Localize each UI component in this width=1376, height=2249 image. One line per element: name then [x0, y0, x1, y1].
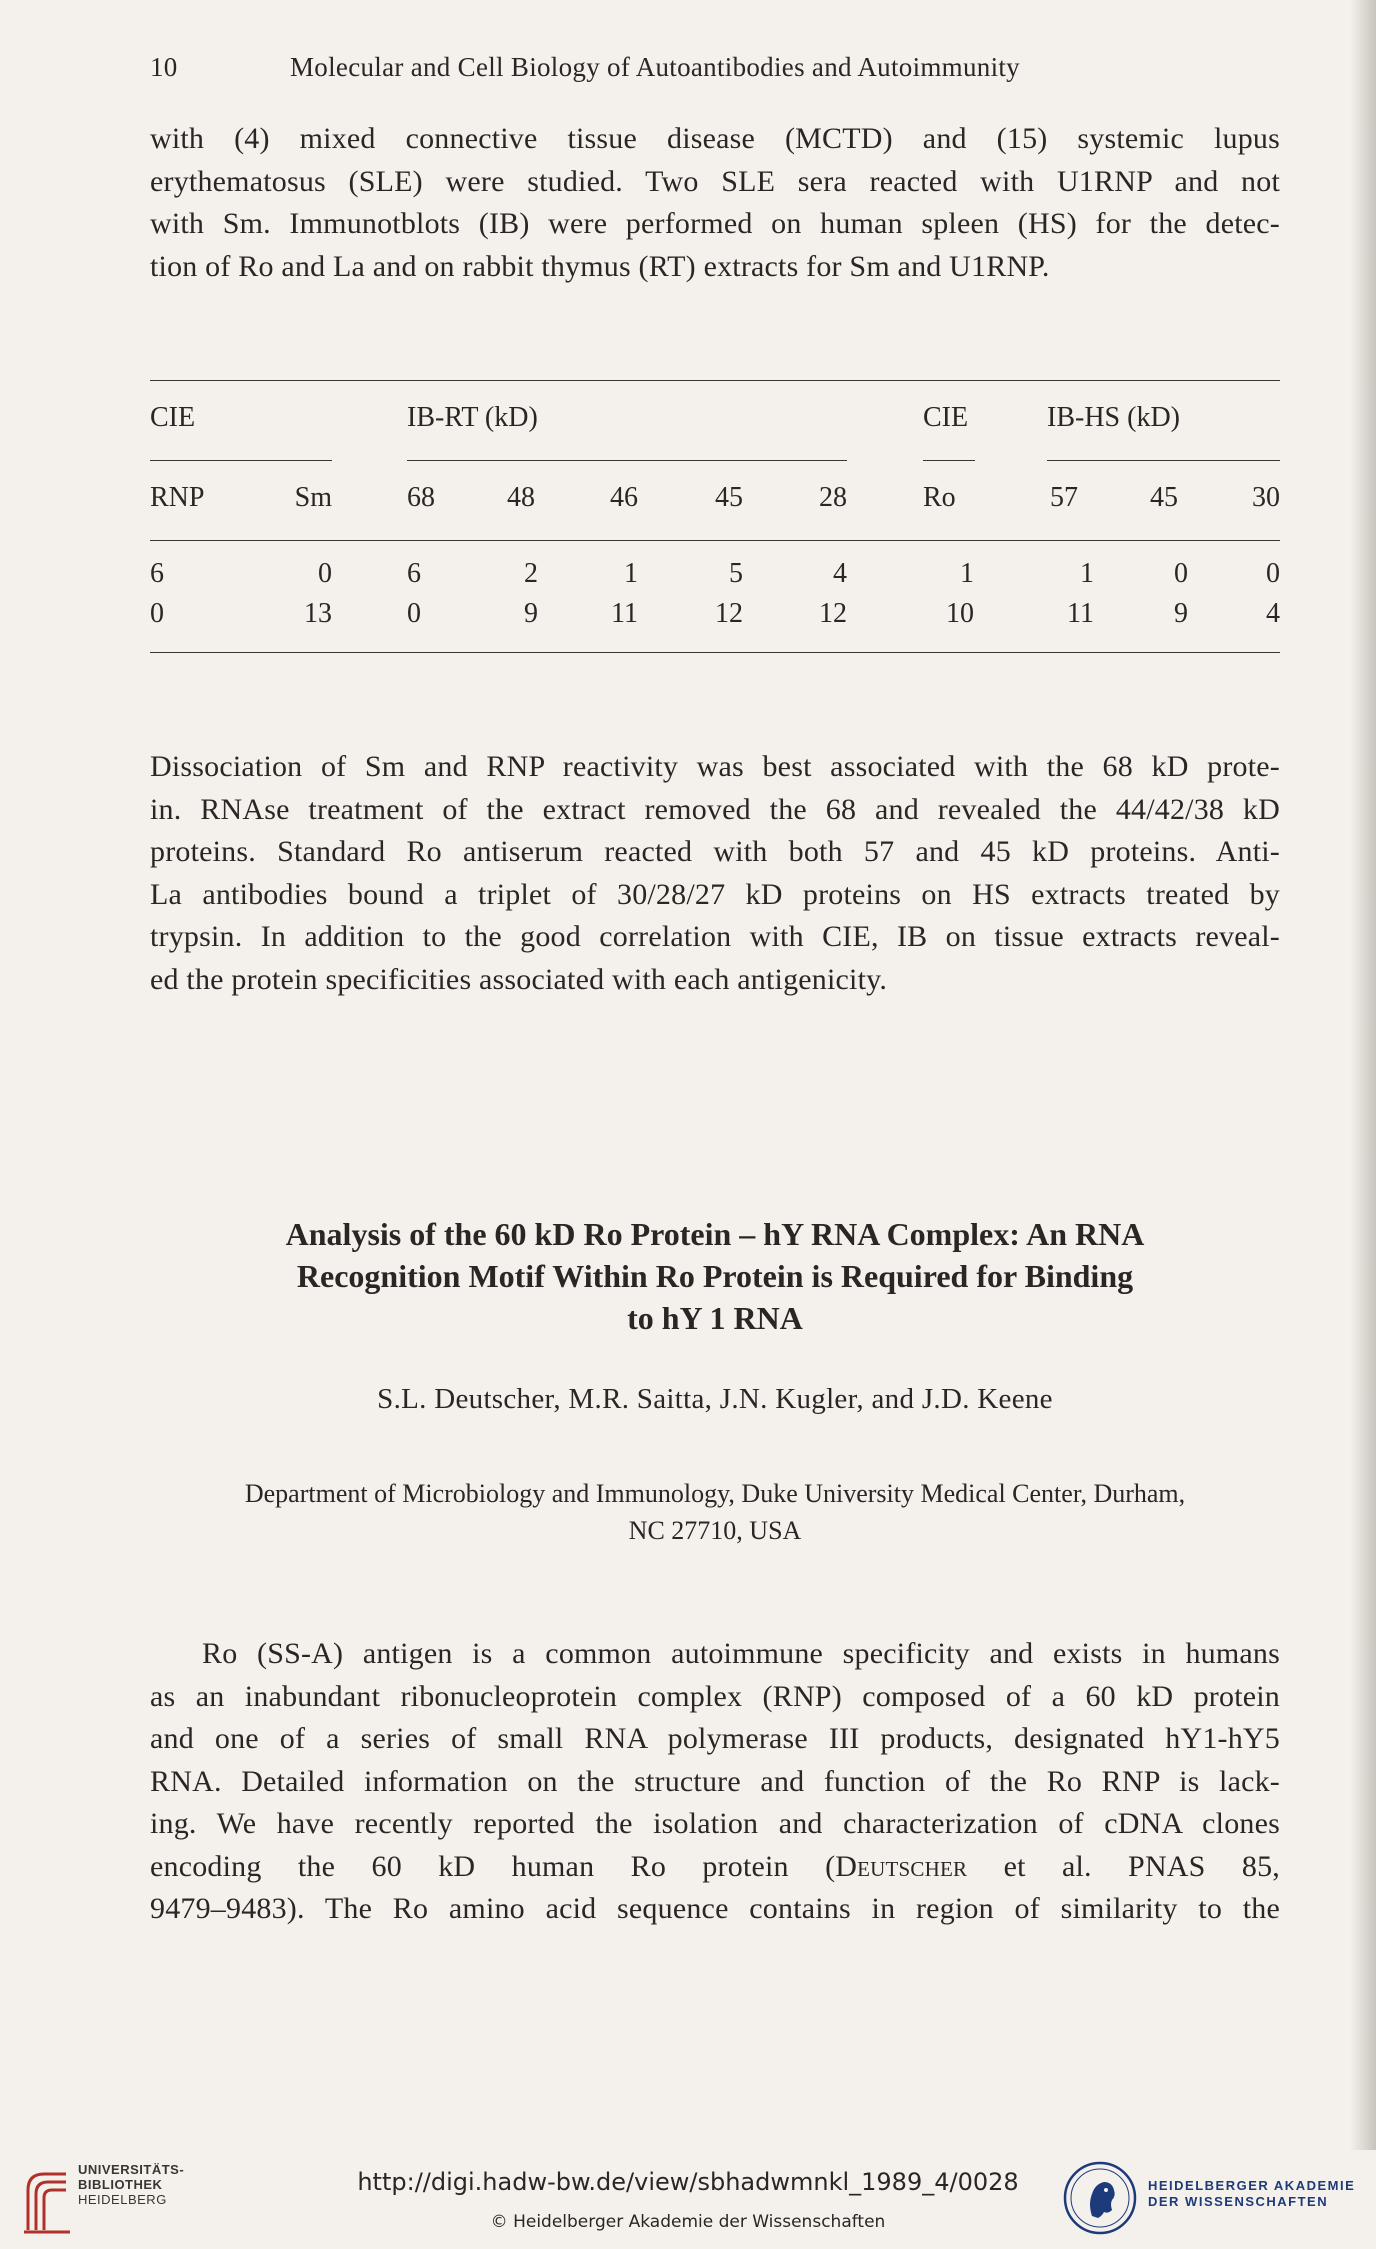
citation-text: encoding the 60 kD human Ro protein ( [150, 1849, 836, 1883]
table-header-rule [150, 540, 1280, 541]
text-line: with Sm. Immunotblots (IB) were performed on human spleen (HS) for the detec- [150, 207, 1280, 240]
column-header: 45 [1150, 482, 1178, 513]
table-cell: 0 [150, 598, 164, 629]
text-line: RNA. Detailed information on the structure and function of the Ro RNP is lack- [150, 1764, 1280, 1798]
text-line: ed the protein specificities associated with each antigenicity. [150, 962, 888, 996]
running-title: Molecular and Cell Biology of Autoantibodies and Autoimmunity [290, 52, 1020, 82]
text-line: trypsin. In addition to the good correlation with CIE, IB on tissue extracts reveal- [150, 920, 1280, 953]
text-line: Dissociation of Sm and RNP reactivity was best associated with the 68 kD prote- [150, 750, 1280, 783]
text-line: with (4) mixed connective tissue disease (MCTD) and (15) systemic lupus [150, 122, 1280, 155]
table-cell: 6 [150, 558, 164, 589]
academy-seal-icon [1062, 2160, 1138, 2236]
text-line: and one of a series of small RNA polymerase III products, designated hY1-hY5 [150, 1722, 1280, 1755]
table-cell: 6 [407, 558, 421, 589]
group-header-ib-rt: IB-RT (kD) [407, 402, 538, 433]
library-line: BIBLIOTHEK [78, 2177, 163, 2192]
column-header: 48 [507, 482, 535, 513]
title-line: Analysis of the 60 kD Ro Protein – hY RNA Complex: An RNA [285, 1216, 1145, 1252]
running-header [150, 52, 1280, 83]
column-header: 57 [1050, 482, 1078, 513]
column-header: Ro [923, 482, 956, 513]
page-edge-shadow [1350, 0, 1376, 2150]
article-authors: S.L. Deutscher, M.R. Saitta, J.N. Kugler, and J.D. Keene [377, 1383, 1053, 1415]
body-paragraph [150, 1633, 1280, 1931]
intro-paragraph [150, 118, 1280, 288]
citation-author: Deutscher [835, 1849, 968, 1883]
group-header-ib-hs: IB-HS (kD) [1047, 402, 1180, 433]
column-header: 28 [819, 482, 847, 513]
title-line: to hY 1 RNA [627, 1300, 803, 1336]
affiliation-line: Department of Microbiology and Immunology, Duke University Medical Center, Durham, [244, 1479, 1186, 1508]
library-line: UNIVERSITÄTS- [78, 2162, 185, 2177]
table-cell: 5 [729, 558, 743, 589]
text-line: in. RNAse treatment of the extract removed the 68 and revealed the 44/42/38 kD [150, 792, 1280, 826]
table-cell: 1 [960, 558, 974, 589]
table-cell: 10 [946, 598, 974, 629]
table-cell: 12 [819, 598, 847, 629]
library-line: HEIDELBERG [78, 2192, 167, 2207]
group-rule [923, 460, 975, 461]
text-line: La antibodies bound a triplet of 30/28/27 kD proteins on HS extracts treated by [150, 877, 1280, 911]
text-line: ing. We have recently reported the isolation and characterization of cDNA clones [150, 1807, 1280, 1840]
table-cell: 0 [1174, 558, 1188, 589]
article-affiliation [150, 1475, 1280, 1549]
article-title [150, 1213, 1280, 1339]
group-rule [150, 460, 332, 461]
column-header: 30 [1252, 482, 1280, 513]
title-line: Recognition Motif Within Ro Protein is Required for Binding [296, 1258, 1134, 1294]
citation-source: et al. PNAS 85, [967, 1849, 1280, 1883]
group-header-cie-2: CIE [923, 402, 969, 433]
table-cell: 4 [833, 558, 847, 589]
table-cell: 11 [611, 598, 638, 629]
table-cell: 0 [318, 558, 332, 589]
table-cell: 1 [1080, 558, 1094, 589]
column-header: Sm [294, 482, 332, 513]
column-header: 46 [610, 482, 638, 513]
table-bottom-rule [150, 652, 1280, 653]
table-cell: 0 [1266, 558, 1280, 589]
table-cell: 9 [1174, 598, 1188, 629]
academy-line: DER WISSENSCHAFTEN [1148, 2194, 1329, 2209]
digitization-footer [0, 2150, 1376, 2249]
column-header: RNP [150, 482, 205, 513]
table-cell: 1 [624, 558, 638, 589]
table-cell: 11 [1067, 598, 1094, 629]
affiliation-line: NC 27710, USA [628, 1516, 802, 1545]
group-header-cie: CIE [150, 402, 196, 433]
text-line: proteins. Standard Ro antiserum reacted with both 57 and 45 kD proteins. Anti- [150, 835, 1280, 868]
table-cell: 4 [1266, 598, 1280, 629]
group-rule [407, 460, 847, 461]
table-cell: 12 [715, 598, 743, 629]
table-cell: 0 [407, 598, 421, 629]
discussion-paragraph [150, 746, 1280, 1001]
table-cell: 13 [304, 598, 332, 629]
permalink-url[interactable]: http://digi.hadw-bw.de/view/sbhadwmnkl_1989_4/0028 [357, 2168, 1019, 2196]
text-line: as an inabundant ribonucleoprotein complex (RNP) composed of a 60 kD protein [150, 1679, 1280, 1713]
table-cell: 9 [524, 598, 538, 629]
table-top-rule [150, 380, 1280, 381]
text-line: 9479–9483). The Ro amino acid sequence contains in region of similarity to the [150, 1892, 1280, 1925]
copyright-notice: © Heidelberger Akademie der Wissenschaften [490, 2212, 886, 2232]
group-rule [1047, 460, 1280, 461]
text-line: erythematosus (SLE) were studied. Two SLE sera reacted with U1RNP and not [150, 164, 1280, 198]
page-number: 10 [150, 52, 178, 82]
text-line: tion of Ro and La and on rabbit thymus (RT) extracts for Sm and U1RNP. [150, 249, 1050, 283]
column-header: 45 [715, 482, 743, 513]
academy-line: HEIDELBERGER AKADEMIE [1148, 2178, 1356, 2193]
column-header: 68 [407, 482, 435, 513]
text-line: Ro (SS-A) antigen is a common autoimmune specificity and exists in humans [202, 1637, 1280, 1670]
table-cell: 2 [524, 558, 538, 589]
citation-line [150, 1846, 1280, 1889]
academy-name [1148, 2178, 1355, 2210]
